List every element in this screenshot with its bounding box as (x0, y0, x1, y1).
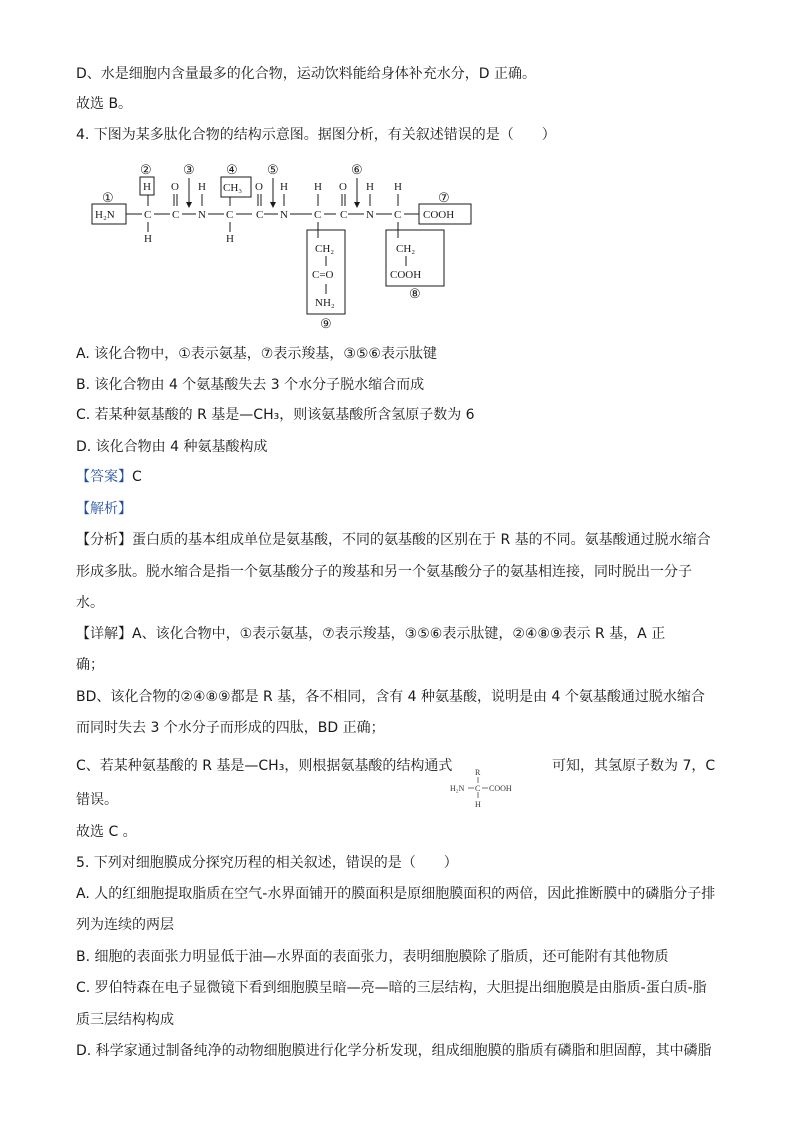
marker-8: ⑧ (409, 286, 421, 301)
atom-c: C (340, 209, 348, 221)
analysis-line: 水。 (76, 595, 104, 611)
analysis-line: 形成多肽。脱水缩合是指一个氨基酸分子的羧基和另一个氨基酸分子的氨基相连接，同时脱出一分子 (76, 564, 692, 580)
option-a: A. 该化合物中，①表示氨基，⑦表示羧基，③⑤⑥表示肽键 (76, 346, 437, 362)
formula-r: R (475, 768, 481, 777)
atom-ch3: CH₃ (223, 182, 243, 194)
atom-c: C (314, 209, 322, 221)
marker-2: ② (140, 162, 152, 177)
marker-3: ③ (183, 162, 195, 177)
marker-7: ⑦ (438, 190, 450, 205)
atom-nh2: NH₂ (315, 297, 335, 309)
option-b: B. 细胞的表面张力明显低于油—水界面的表面张力，表明细胞膜除了脂质，还可能附有其他物质 (76, 949, 669, 965)
detail-line: C、若某种氨基酸的 R 基是—CH₃，则根据氨基酸的结构通式 (76, 758, 453, 774)
peptide-structure-diagram (86, 160, 486, 332)
atom-cooh: COOH (390, 269, 422, 281)
analysis-label: 【解析】 (76, 501, 132, 517)
atom-c: C (144, 209, 152, 221)
detail-line: 故选 C 。 (76, 824, 137, 840)
atom-o: O (255, 181, 263, 193)
formula-cooh: COOH (489, 784, 512, 793)
question-4-stem: 4. 下图为某多肽化合物的结构示意图。据图分析，有关叙述错误的是（ ） (76, 127, 556, 143)
atom-h: H (366, 181, 374, 193)
option-d: D. 该化合物由 4 种氨基酸构成 (76, 439, 268, 455)
option-c: C. 若某种氨基酸的 R 基是—CH₃，则该氨基酸所含氢原子数为 6 (76, 407, 475, 423)
atom-h: H (143, 181, 151, 193)
atom-h: H (314, 181, 322, 193)
answer-line (76, 467, 142, 487)
detail-line: 错误。 (76, 792, 118, 808)
atom-n: N (198, 209, 206, 221)
atom-h2n: H₂N (95, 209, 115, 221)
atom-c-eq-o: C=O (312, 269, 334, 281)
formula-h2n: H₂N (450, 784, 465, 793)
atom-o: O (339, 181, 347, 193)
option-d: D. 科学家通过制备纯净的动物细胞膜进行化学分析发现，组成细胞膜的脂质有磷脂和胆固醇，其中磷脂 (76, 1043, 712, 1059)
analysis-line: 【分析】蛋白质的基本组成单位是氨基酸，不同的氨基酸的区别在于 R 基的不同。氨基酸通过脱水缩合 (76, 532, 711, 548)
marker-5: ⑤ (267, 162, 279, 177)
marker-1: ① (102, 190, 114, 205)
detail-line: BD、该化合物的②④⑧⑨都是 R 基，各不相同，含有 4 种氨基酸，说明是由 4 个氨基酸通过脱水缩合 (76, 689, 705, 705)
detail-line: 【详解】A、该化合物中，①表示氨基，⑦表示羧基，③⑤⑥表示肽键，②④⑧⑨表示 R 基，A 正 (76, 626, 666, 642)
text-line: 故选 B。 (76, 96, 133, 112)
atom-o: O (171, 181, 179, 193)
option-b: B. 该化合物由 4 个氨基酸失去 3 个水分子脱水缩合而成 (76, 377, 425, 393)
analysis-tag (76, 499, 132, 519)
atom-cooh: COOH (423, 209, 455, 221)
formula-c: C (475, 784, 481, 793)
answer-tag: 【答案】 (76, 469, 132, 485)
marker-9: ⑨ (320, 316, 332, 331)
atom-ch2: CH₂ (396, 243, 416, 255)
atom-h: H (144, 233, 152, 245)
detail-line: 可知，其氢原子数为 7，C (552, 758, 716, 774)
atom-c: C (226, 209, 234, 221)
marker-4: ④ (226, 162, 238, 177)
atom-n: N (280, 209, 288, 221)
option-a: A. 人的红细胞提取脂质在空气-水界面铺开的膜面积是原细胞膜面积的两倍，因此推断膜中的磷脂分子排 (76, 886, 716, 902)
option-c-cont: 质三层结构构成 (76, 1012, 174, 1028)
atom-h: H (394, 181, 402, 193)
answer-value: C (132, 469, 142, 485)
atom-c: C (256, 209, 264, 221)
atom-h: H (226, 233, 234, 245)
detail-line: 而同时失去 3 个水分子而形成的四肽，BD 正确； (76, 720, 385, 736)
atom-h: H (198, 181, 206, 193)
detail-line: 确； (76, 657, 104, 673)
marker-6: ⑥ (351, 162, 363, 177)
text-line: D、水是细胞内含量最多的化合物，运动饮料能给身体补充水分，D 正确。 (76, 66, 537, 82)
question-5-stem: 5. 下列对细胞膜成分探究历程的相关叙述，错误的是（ ） (76, 855, 458, 871)
option-a-cont: 列为连续的两层 (76, 917, 174, 933)
atom-n: N (366, 209, 374, 221)
atom-c: C (394, 209, 402, 221)
atom-ch2: CH₂ (315, 243, 335, 255)
formula-h: H (475, 800, 481, 809)
amino-acid-formula (448, 767, 524, 809)
atom-h: H (280, 181, 288, 193)
atom-c: C (172, 209, 180, 221)
option-c: C. 罗伯特森在电子显微镜下看到细胞膜呈暗—亮—暗的三层结构，大胆提出细胞膜是由脂质-蛋白质-脂 (76, 980, 707, 996)
